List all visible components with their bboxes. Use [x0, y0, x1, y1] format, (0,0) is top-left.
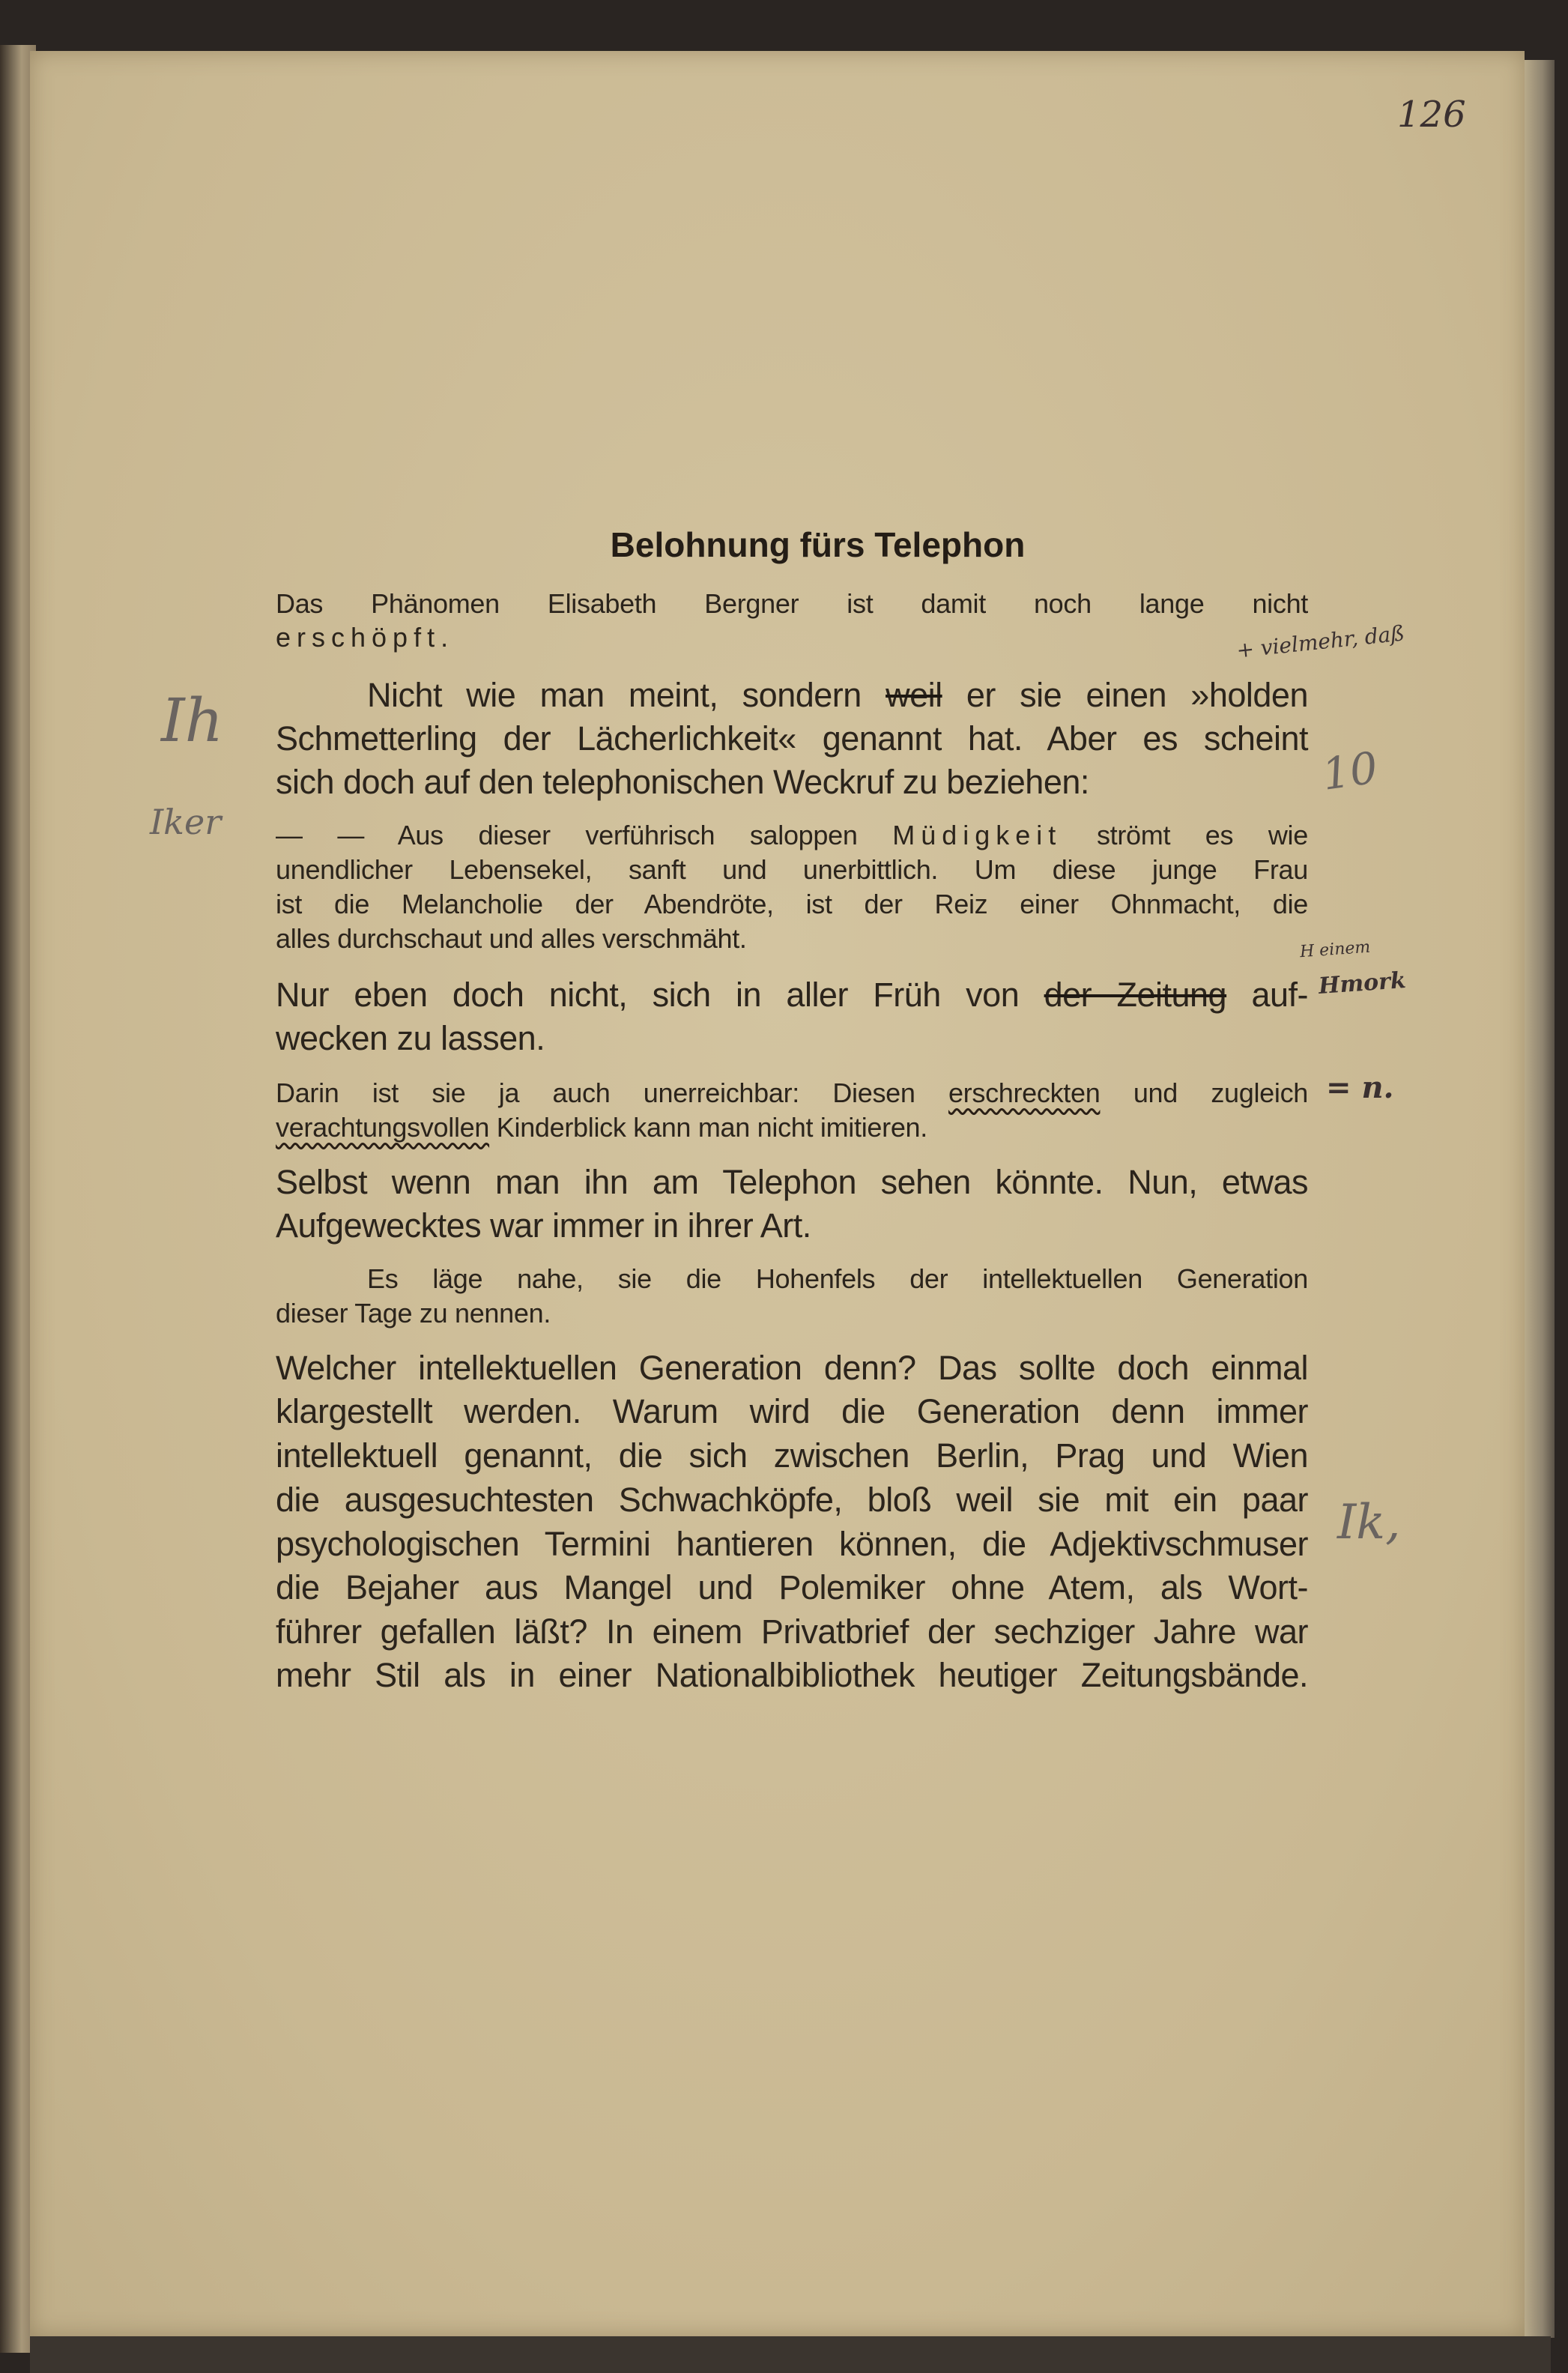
text-span: und zugleich	[1133, 1077, 1309, 1108]
text-line	[276, 976, 1308, 1015]
text-line	[276, 1077, 1308, 1109]
text-line: die Bejaher aus Mangel und Polemiker ohne Atem, als Wort-	[276, 1568, 1308, 1606]
text-line: Das Phänomen Elisabeth Bergner ist damit noch lange nicht	[276, 588, 1308, 619]
text-span: Darin ist sie ja auch unerreichbar: Diesen	[276, 1077, 915, 1108]
text-span: — — Aus dieser verführisch saloppen	[276, 820, 858, 850]
text-line: erschöpft.	[276, 622, 455, 653]
text-line: ist die Melancholie der Abendröte, ist der Reiz einer Ohnmacht, die	[276, 889, 1308, 919]
pencil-annotation: Ik,	[1337, 1495, 1401, 1550]
text-line: Es läge nahe, sie die Hohenfels der intellektuellen Generation	[367, 1263, 1308, 1294]
article-title: Belohnung fürs Telephon	[610, 525, 1026, 564]
text-line: dieser Tage zu nennen.	[276, 1298, 551, 1328]
pencil-annotation: Iker	[150, 802, 222, 842]
text-line: Schmetterling der Lächerlichkeit« genannt hat. Aber es scheint	[276, 719, 1308, 758]
struck-word: weil	[886, 676, 942, 714]
page-number: 126	[1397, 94, 1466, 136]
text-line	[276, 1112, 1308, 1143]
struck-word: der Zeitung	[1044, 976, 1227, 1014]
text-span: Nicht wie man meint, sondern	[367, 676, 862, 714]
text-line: sich doch auf den telephonischen Weckruf zu beziehen:	[276, 763, 1089, 801]
pencil-annotation: Ih	[161, 686, 224, 755]
text-line: unendlicher Lebensekel, sanft und unerbittlich. Um diese junge Frau	[276, 854, 1308, 885]
text-line: psychologischen Termini hantieren können, die Adjektivschmuser	[276, 1525, 1308, 1563]
text-line: Welcher intellektuellen Generation denn? Das sollte doch einmal	[276, 1349, 1308, 1387]
handwritten-correction: = n.	[1326, 1070, 1394, 1105]
spaced-word: Müdigkeit	[892, 820, 1062, 850]
text-span: er sie einen »holden	[966, 676, 1308, 714]
text-line: Selbst wenn man ihn am Telephon sehen könnte. Nun, etwas	[276, 1163, 1308, 1201]
handwritten-correction: H einem	[1299, 937, 1372, 962]
handwritten-correction: + vielmehr, daß	[1235, 620, 1406, 663]
handwritten-correction: Hmork	[1317, 967, 1407, 1000]
text-line: alles durchschaut und alles verschmäht.	[276, 923, 747, 954]
underlined-word: erschreckten	[948, 1077, 1101, 1108]
text-line: führer gefallen läßt? In einem Privatbrief der sechziger Jahre war	[276, 1612, 1308, 1651]
pencil-annotation: 10	[1319, 742, 1381, 800]
text-span: strömt es wie	[1096, 820, 1308, 850]
text-line: mehr Stil als in einer Nationalbibliothek heutiger Zeitungsbände.	[276, 1656, 1308, 1694]
text-line: wecken zu lassen.	[276, 1019, 545, 1057]
text-line: Aufgewecktes war immer in ihrer Art.	[276, 1206, 811, 1245]
text-span: Nur eben doch nicht, sich in aller Früh von	[276, 976, 1020, 1014]
text-line	[276, 820, 1308, 851]
scan-background	[30, 2336, 1551, 2373]
text-line	[276, 676, 1308, 715]
text-span: auf-	[1251, 976, 1308, 1014]
underlined-word: verachtungsvollen	[276, 1112, 490, 1143]
text-line: intellektuell genannt, die sich zwischen Berlin, Prag und Wien	[276, 1436, 1308, 1475]
text-span: Kinderblick kann man nicht imitieren.	[496, 1112, 927, 1143]
text-line: die ausgesuchtesten Schwachköpfe, bloß weil sie mit ein paar	[276, 1481, 1308, 1519]
text-line: klargestellt werden. Warum wird die Generation denn immer	[276, 1392, 1308, 1430]
page-stack-edge	[1525, 60, 1555, 2338]
